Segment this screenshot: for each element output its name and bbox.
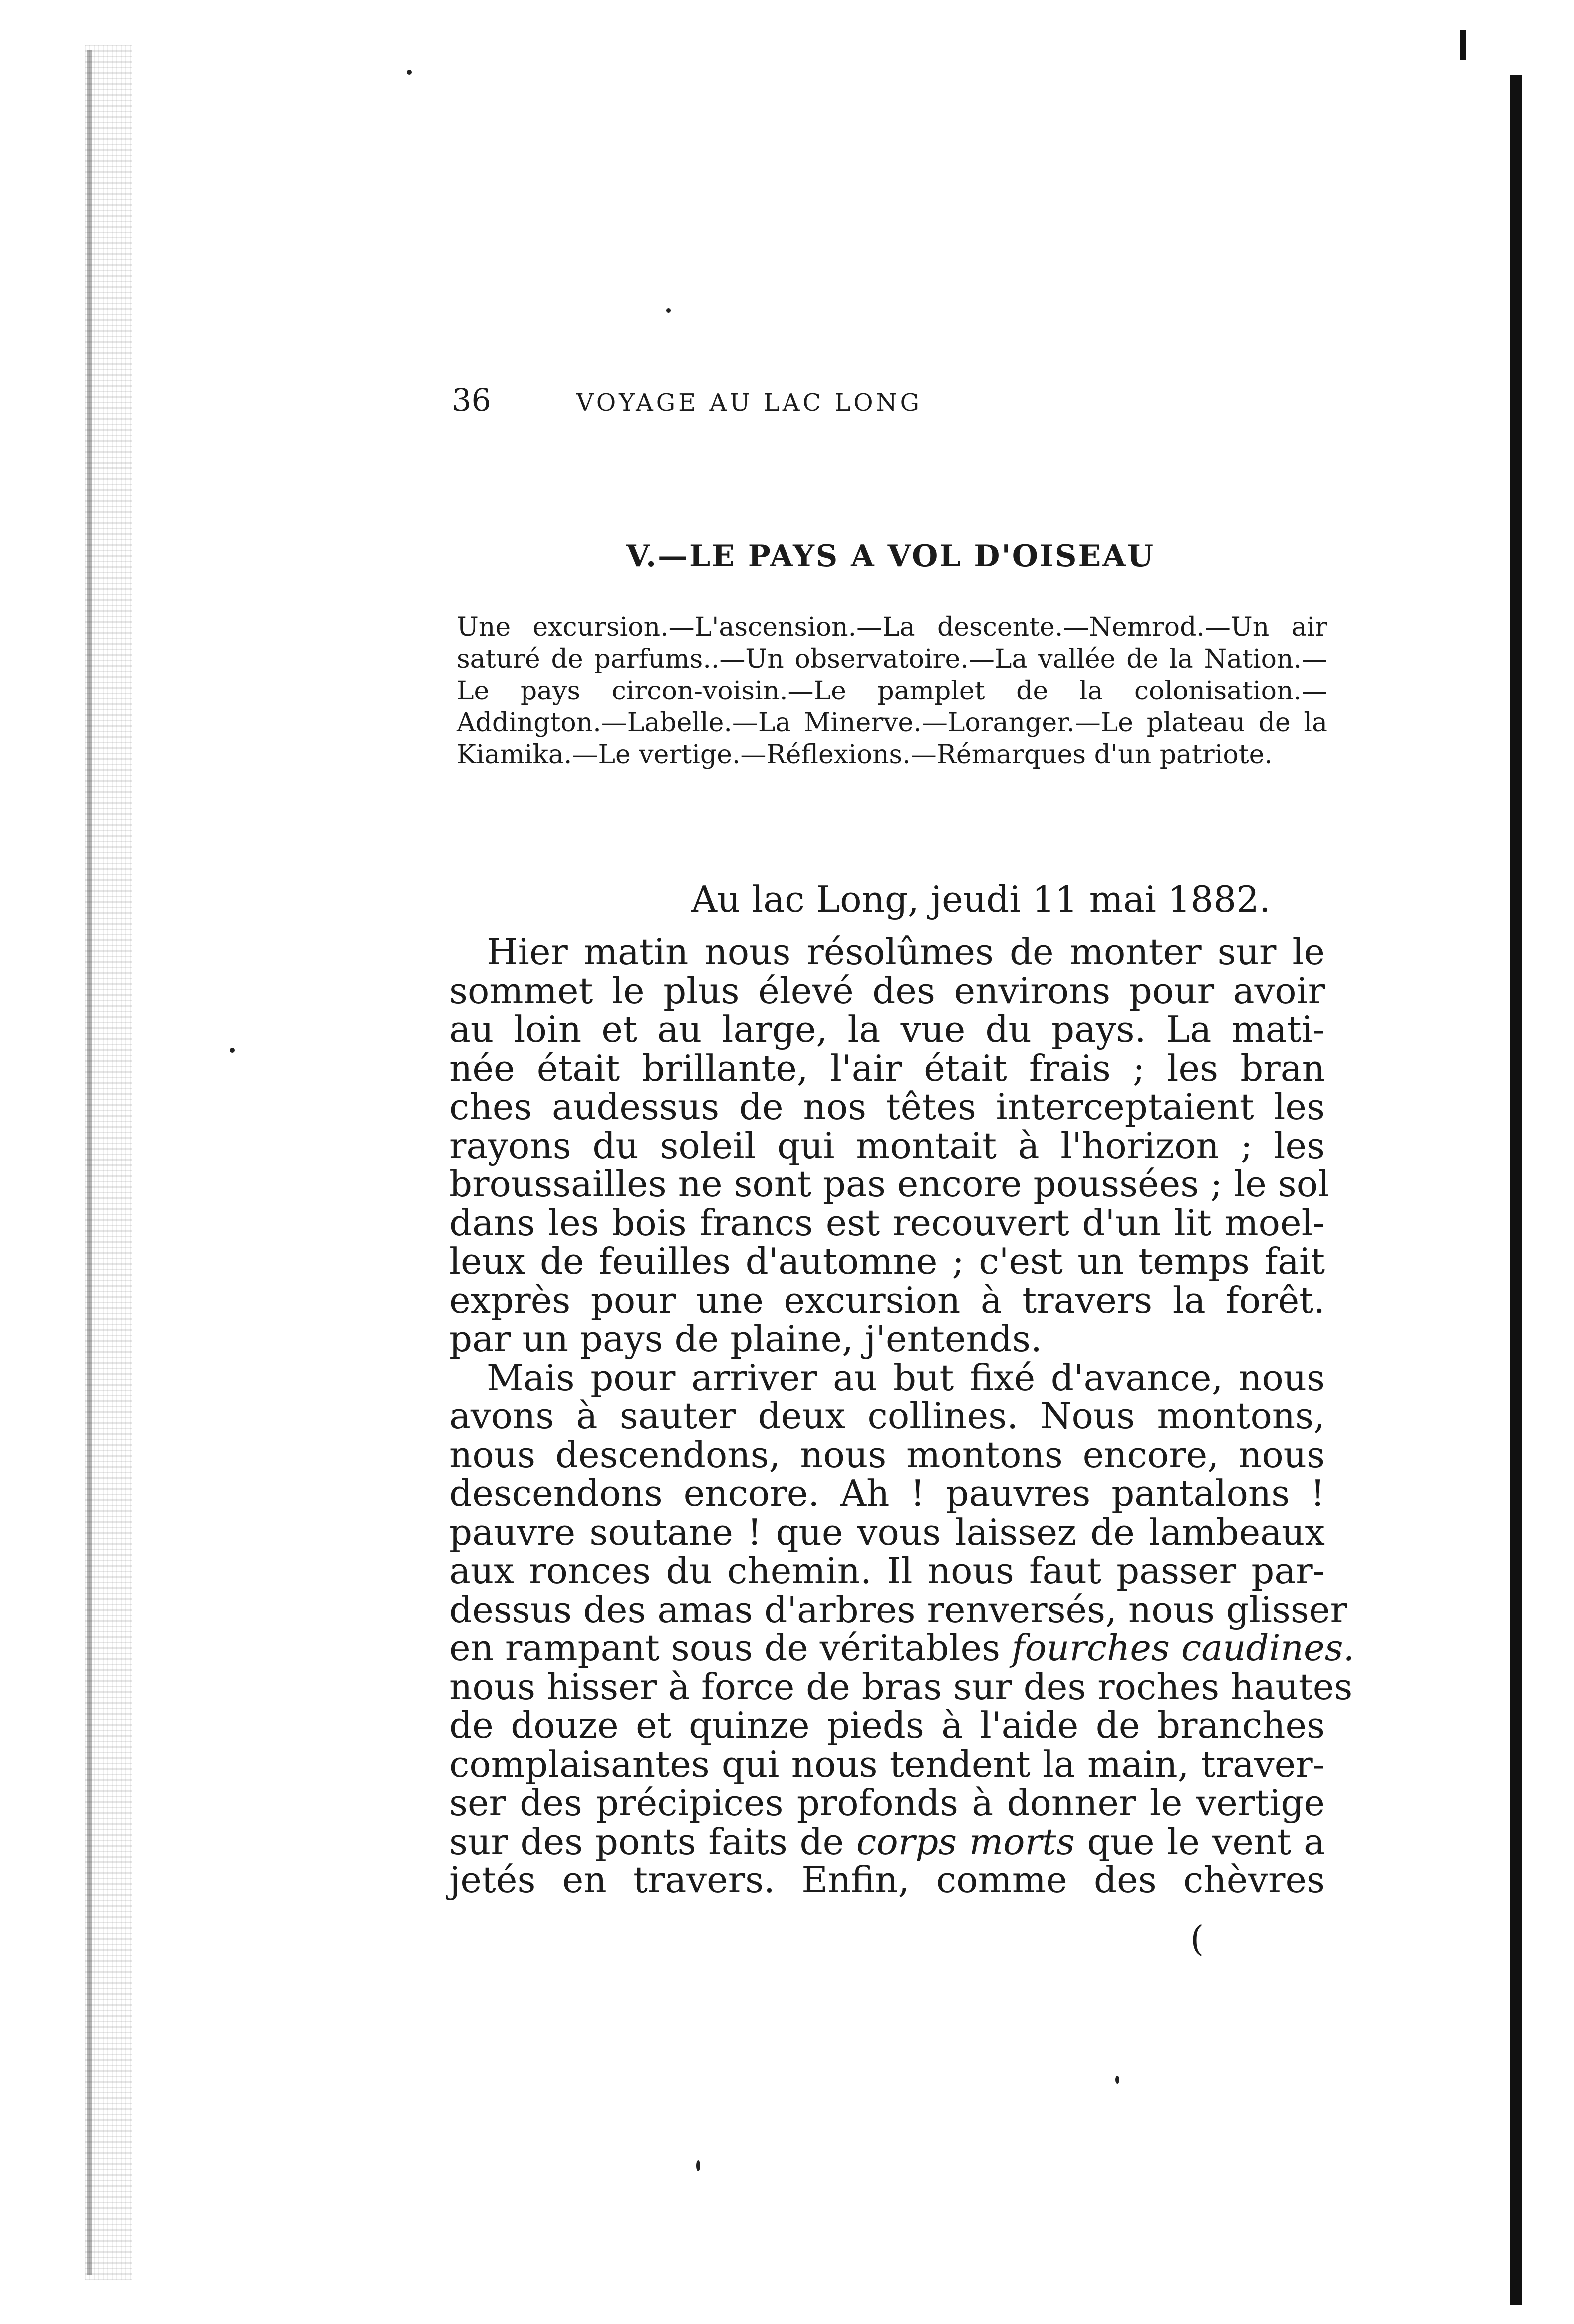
speck: [407, 70, 412, 75]
text-line: dessus des amas d'arbres renversés, nous glisser: [449, 1588, 1347, 1630]
speck: [1115, 2076, 1119, 2084]
page-header: [452, 382, 1330, 418]
page-edge-mark: [1460, 30, 1466, 60]
text-line: nous descendons, nous montons encore, nous: [449, 1433, 1325, 1476]
dateline: Au lac Long, jeudi 11 mai 1882.: [691, 878, 1271, 920]
text-line: au loin et au large, la vue du pays. La mati-: [449, 1008, 1325, 1050]
text-line-with-italic: [449, 1627, 1355, 1669]
text-line: rayons du soleil qui montait à l'horizon ; les: [449, 1124, 1325, 1166]
chapter-summary: Une excursion.—L'ascension.—La descente.—Nemrod.—Un air saturé de parfums..—Un observatoire.—La vallée de la Nation.—Le pays circon-voisin.—Le pamplet de la colonisation.—Addington.—Labelle.—La Minerve.—Loranger.—Le plateau de la Kiamika.—Le vertige.—Réflexions.—Rémarques d'un patriote.: [457, 612, 1327, 770]
text-line: aux ronces du chemin. Il nous faut passer par-: [449, 1550, 1325, 1592]
page-number: 36: [452, 382, 491, 418]
catchword: (: [1190, 1918, 1204, 1959]
text-line-with-italic: [449, 1820, 1325, 1862]
page-edge-right: [1510, 75, 1522, 2305]
text-line: avons à sauter deux collines. Nous montons,: [449, 1395, 1325, 1437]
text-line: par un pays de plaine, j'entends.: [449, 1318, 1042, 1360]
italic-phrase: corps morts: [856, 1820, 1075, 1862]
italic-phrase: fourches caudines.: [1011, 1627, 1355, 1669]
text-line: broussailles ne sont pas encore poussées ; le sol: [449, 1163, 1330, 1205]
text-line: leux de feuilles d'automne ; c'est un temps fait: [449, 1240, 1325, 1282]
running-head: VOYAGE AU LAC LONG: [576, 389, 922, 417]
text-line: exprès pour une excursion à travers la forêt.: [449, 1279, 1325, 1321]
speck: [230, 1048, 235, 1053]
body-text: [449, 931, 1355, 1901]
page-gutter: [87, 50, 92, 2275]
text-line: Mais pour arriver au but fixé d'avance, nous: [487, 1356, 1325, 1398]
text-line: sommet le plus élevé des environs pour avoir: [449, 969, 1325, 1012]
text-line: ser des précipices profonds à donner le vertige: [449, 1782, 1325, 1824]
text-line: ches audessus de nos têtes interceptaient les: [449, 1086, 1325, 1128]
chapter-title: V.—LE PAYS A VOL D'OISEAU: [626, 539, 1155, 574]
text-line: jetés en travers. Enfin, comme des chèvres: [449, 1859, 1325, 1901]
text-line: nous hisser à force de bras sur des roches hautes: [449, 1665, 1353, 1708]
text-segment: sur des ponts faits de: [449, 1820, 844, 1862]
text-line: descendons encore. Ah ! pauvres pantalons !: [449, 1472, 1325, 1514]
text-line: complaisantes qui nous tendent la main, traver-: [449, 1743, 1325, 1785]
speck: [666, 308, 671, 313]
text-segment: que le vent a: [1087, 1820, 1325, 1862]
paragraph: [449, 1356, 1355, 1901]
text-segment: en rampant sous de véritables: [449, 1627, 1001, 1669]
text-line: née était brillante, l'air était frais ; les bran: [449, 1047, 1325, 1089]
text-line: de douze et quinze pieds à l'aide de branches: [449, 1704, 1325, 1746]
speck: [696, 2160, 700, 2171]
text-line: Hier matin nous résolûmes de monter sur le: [487, 931, 1325, 973]
text-line: dans les bois francs est recouvert d'un lit moel-: [449, 1201, 1325, 1244]
paragraph: [449, 931, 1330, 1360]
text-line: pauvre soutane ! que vous laissez de lambeaux: [449, 1511, 1325, 1553]
